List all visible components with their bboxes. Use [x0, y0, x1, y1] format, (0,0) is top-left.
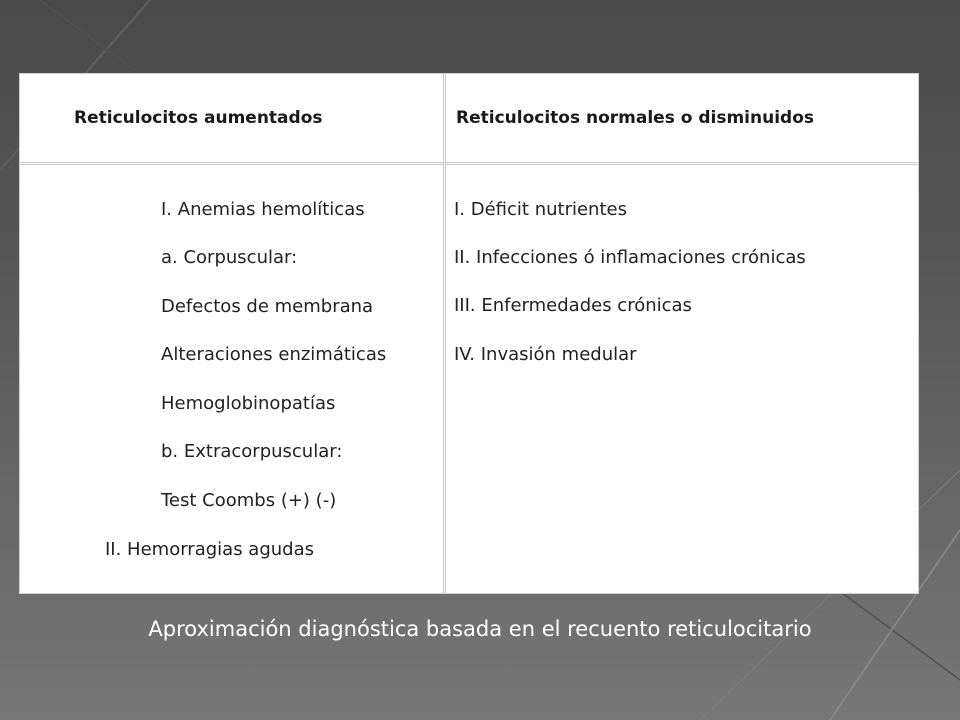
left-item-extracorpuscular: b. Extracorpuscular: [161, 441, 343, 462]
slide-caption: Aproximación diagnóstica basada en el recuento reticulocitario [148, 617, 812, 641]
left-item-hemorragias-agudas: II. Hemorragias agudas [105, 539, 314, 560]
right-header: Reticulocitos normales o disminuidos [456, 108, 815, 128]
left-header: Reticulocitos aumentados [74, 108, 323, 128]
right-item-infecciones: II. Infecciones ó inflamaciones crónicas [454, 247, 806, 268]
right-column [446, 74, 918, 593]
right-item-deficit-nutrientes: I. Déficit nutrientes [454, 199, 627, 220]
left-item-corpuscular: a. Corpuscular: [161, 247, 298, 268]
left-item-anemias-hemoliticas: I. Anemias hemolíticas [161, 199, 365, 220]
right-item-invasion-medular: IV. Invasión medular [454, 344, 637, 365]
left-header-cell [20, 74, 443, 165]
left-column [20, 74, 446, 593]
left-item-test-coombs: Test Coombs (+) (-) [161, 490, 337, 511]
reticulocyte-table [19, 73, 919, 594]
right-header-cell [446, 74, 918, 165]
right-item-enfermedades-cronicas: III. Enfermedades crónicas [454, 295, 692, 316]
left-item-defectos-membrana: Defectos de membrana [161, 296, 374, 317]
left-item-hemoglobinopatias: Hemoglobinopatías [161, 393, 336, 414]
left-item-alteraciones-enzimaticas: Alteraciones enzimáticas [161, 344, 387, 365]
